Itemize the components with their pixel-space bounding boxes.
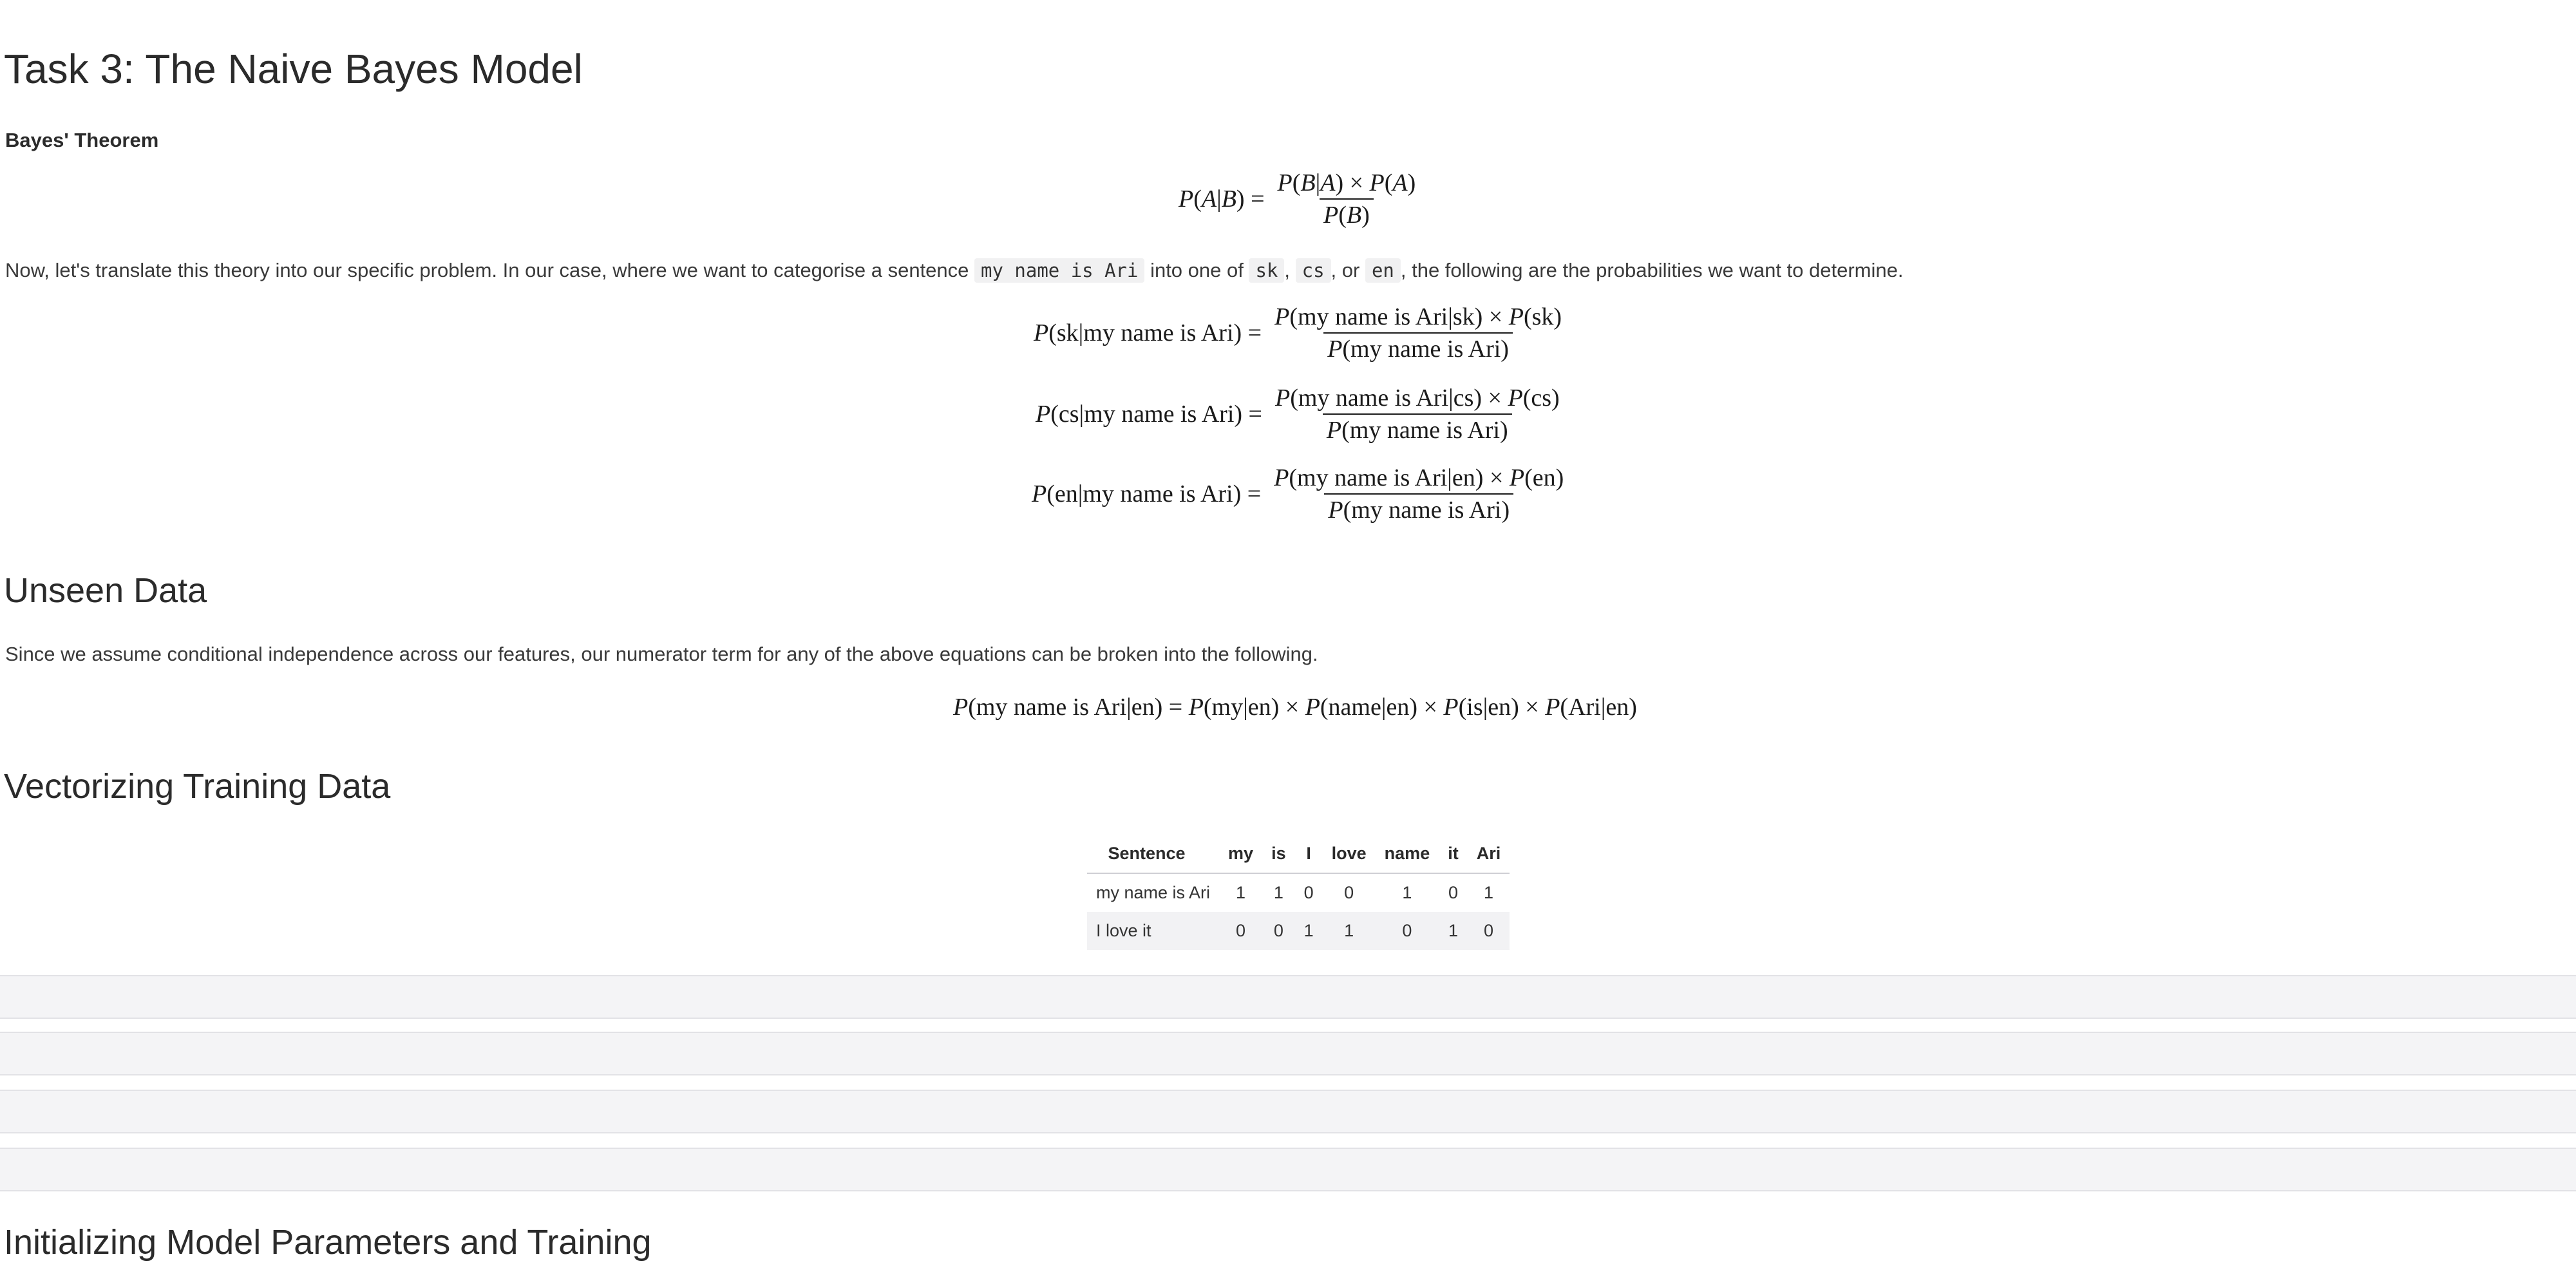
code-cs: cs: [1296, 258, 1331, 283]
column-header: Ari: [1468, 837, 1510, 873]
table-cell: 1: [1295, 912, 1323, 950]
intro-text-3: , the following are the probabilities we want to determine.: [1400, 259, 1904, 281]
equation-sk: P(sk|my name is Ari) = $\frac{\text{P(my name is Ari|sk) × P(sk)}}{\text{P(my name is Ari)}}$: [1034, 303, 1562, 363]
table-cell: my name is Ari: [1096, 883, 1211, 902]
intro-text-2: into one of: [1144, 259, 1249, 281]
table-cell: 0: [1376, 912, 1439, 950]
bayes-theorem-label: Bayes' Theorem: [5, 129, 159, 151]
initializing-heading: Initializing Model Parameters and Training: [4, 1223, 652, 1262]
table-row: [1087, 912, 1510, 950]
vectorizing-heading: Vectorizing Training Data: [4, 767, 391, 806]
column-header: it: [1439, 837, 1468, 873]
collapsed-code-cell[interactable]: [0, 975, 2576, 1019]
bayes-theorem-equation: P(A|B) = $\frac{P(B|A) \times P(A)}{P(B)}$: [1179, 169, 1416, 229]
code-sk: sk: [1249, 258, 1284, 283]
table-cell: 0: [1468, 912, 1510, 950]
column-header: Sentence: [1087, 837, 1219, 873]
training-data-table-wrapper: [1087, 837, 1510, 950]
column-header: I: [1295, 837, 1323, 873]
page-title: Task 3: The Naive Bayes Model: [4, 46, 583, 92]
table-cell: 1: [1439, 912, 1468, 950]
intro-sep-1: ,: [1284, 259, 1296, 281]
collapsed-code-cell[interactable]: [0, 1148, 2576, 1191]
table-cell: 0: [1303, 883, 1314, 902]
table-cell: 1: [1236, 883, 1246, 902]
collapsed-code-cell[interactable]: [0, 1032, 2576, 1075]
column-header: love: [1323, 837, 1376, 873]
code-sentence: my name is Ari: [974, 258, 1144, 283]
training-data-table: [1087, 837, 1510, 950]
table-cell: 0: [1448, 883, 1458, 902]
intro-paragraph: [5, 258, 1903, 283]
table-cell: 0: [1219, 912, 1262, 950]
table-cell: 1: [1323, 912, 1376, 950]
table-cell: 1: [1273, 883, 1283, 902]
unseen-data-text: Since we assume conditional independence across our features, our numerator term for any of the above equations can be broken into the following.: [5, 643, 1318, 665]
table-cell: 0: [1344, 883, 1354, 902]
column-header: my: [1219, 837, 1262, 873]
equation-en: P(en|my name is Ari) = $\frac{\text{P(my name is Ari|en) × P(en)}}{\text{P(my name is Ari)}}$: [1032, 464, 1564, 524]
table-cell: 0: [1262, 912, 1295, 950]
table-cell: I love it: [1087, 912, 1219, 950]
column-header: name: [1376, 837, 1439, 873]
table-cell: 1: [1402, 883, 1412, 902]
table-cell: 1: [1483, 883, 1493, 902]
table-row: [1087, 873, 1510, 912]
table-header-row: [1087, 837, 1510, 873]
intro-text-1: Now, let's translate this theory into our specific problem. In our case, where we want to categorise a sentence: [5, 259, 975, 281]
independence-equation: P(my name is Ari|en) = P(my|en) × P(name|en) × P(is|en) × P(Ari|en): [953, 694, 1637, 721]
collapsed-code-cell[interactable]: [0, 1090, 2576, 1133]
unseen-data-heading: Unseen Data: [4, 571, 207, 610]
column-header: is: [1262, 837, 1295, 873]
intro-sep-2: , or: [1331, 259, 1365, 281]
equation-cs: P(cs|my name is Ari) = $\frac{\text{P(my name is Ari|cs) × P(cs)}}{\text{P(my name is Ari)}}$: [1036, 384, 1560, 444]
code-en: en: [1365, 258, 1401, 283]
